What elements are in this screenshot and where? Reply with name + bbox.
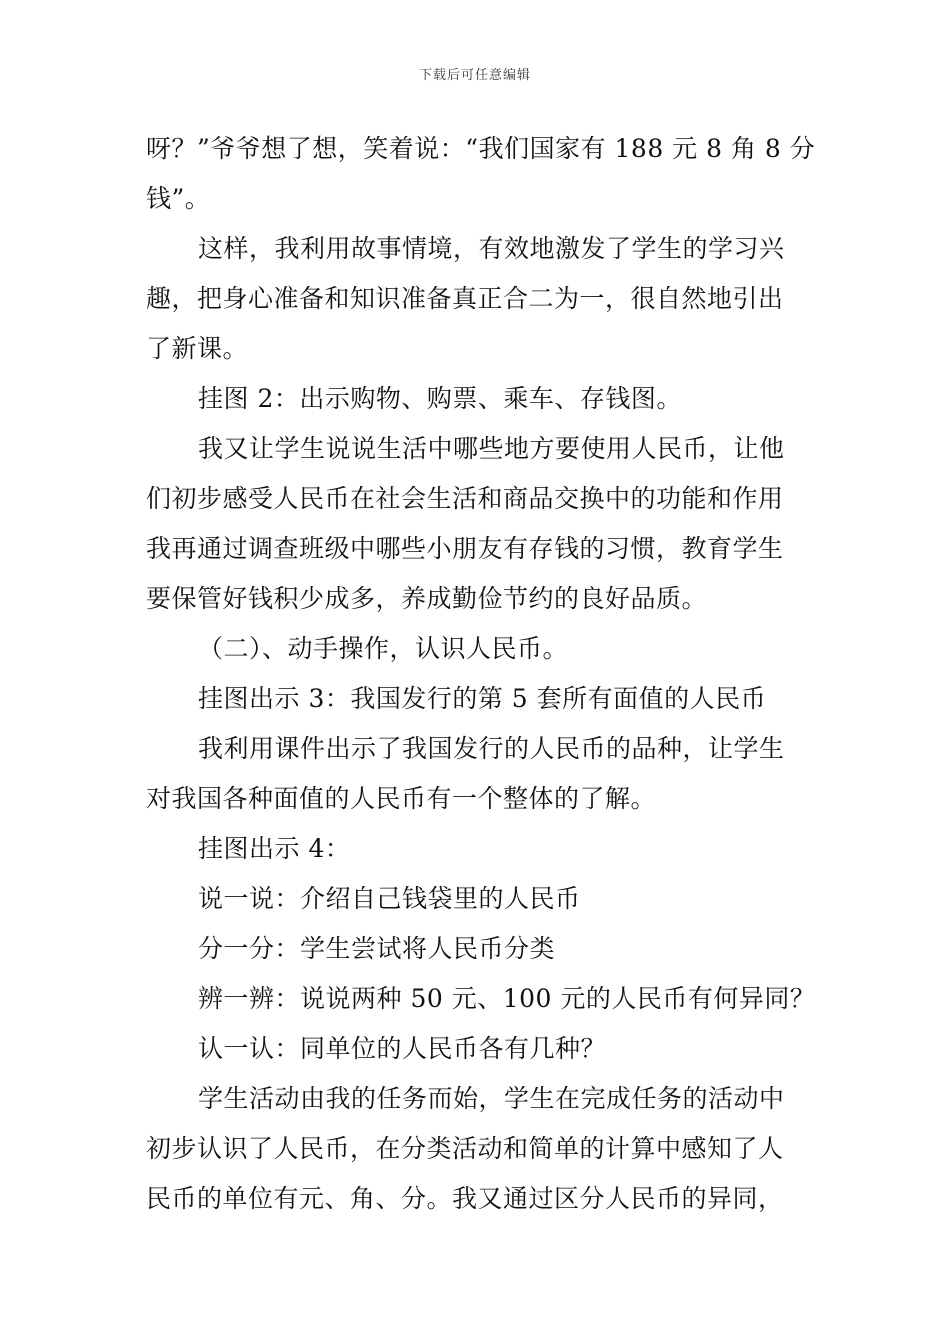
text-line: 了新课。 (146, 334, 249, 363)
text-line: 趣，把身心准备和知识准备真正合二为一，很自然地引出 (146, 284, 784, 313)
page-header: 下载后可任意编辑 (418, 68, 531, 83)
text-line: 初步认识了人民币，在分类活动和简单的计算中感知了人 (146, 1134, 784, 1163)
text-line: 挂图出示 4： (198, 834, 351, 863)
text-line: 我利用课件出示了我国发行的人民币的品种，让学生 (198, 734, 785, 763)
text-line: 对我国各种面值的人民币有一个整体的了解。 (146, 784, 657, 813)
text-line: 学生活动由我的任务而始，学生在完成任务的活动中 (198, 1084, 785, 1113)
text-line: 民币的单位有元、角、分。我又通过区分人民币的异同， (146, 1184, 784, 1213)
text-line: （二）、动手操作，认识人民币。 (198, 634, 569, 663)
text-line: 认一认：同单位的人民币各有几种？ (198, 1034, 607, 1063)
text-line: 辨一辨：说说两种 50 元、100 元的人民币有何异同？ (198, 984, 816, 1013)
text-line: 我又让学生说说生活中哪些地方要使用人民币，让他 (198, 434, 785, 463)
text-line: 挂图 2：出示购物、购票、乘车、存钱图。 (198, 384, 682, 413)
text-line: 钱”。 (146, 184, 211, 213)
text-line: 们初步感受人民币在社会生活和商品交换中的功能和作用 (146, 484, 784, 513)
text-line: 分一分：学生尝试将人民币分类 (198, 934, 556, 963)
text-line: 要保管好钱积少成多，养成勤俭节约的良好品质。 (146, 584, 708, 613)
text-line: 说一说：介绍自己钱袋里的人民币 (198, 884, 581, 913)
text-line: 我再通过调查班级中哪些小朋友有存钱的习惯，教育学生 (146, 534, 784, 563)
document-body (146, 124, 816, 1224)
text-line: 挂图出示 3：我国发行的第 5 套所有面值的人民币 (198, 684, 767, 713)
text-line: 这样，我利用故事情境，有效地激发了学生的学习兴 (198, 234, 785, 263)
text-line: 呀？”爷爷想了想，笑着说：“我们国家有 188 元 8 角 8 分 (146, 134, 816, 163)
